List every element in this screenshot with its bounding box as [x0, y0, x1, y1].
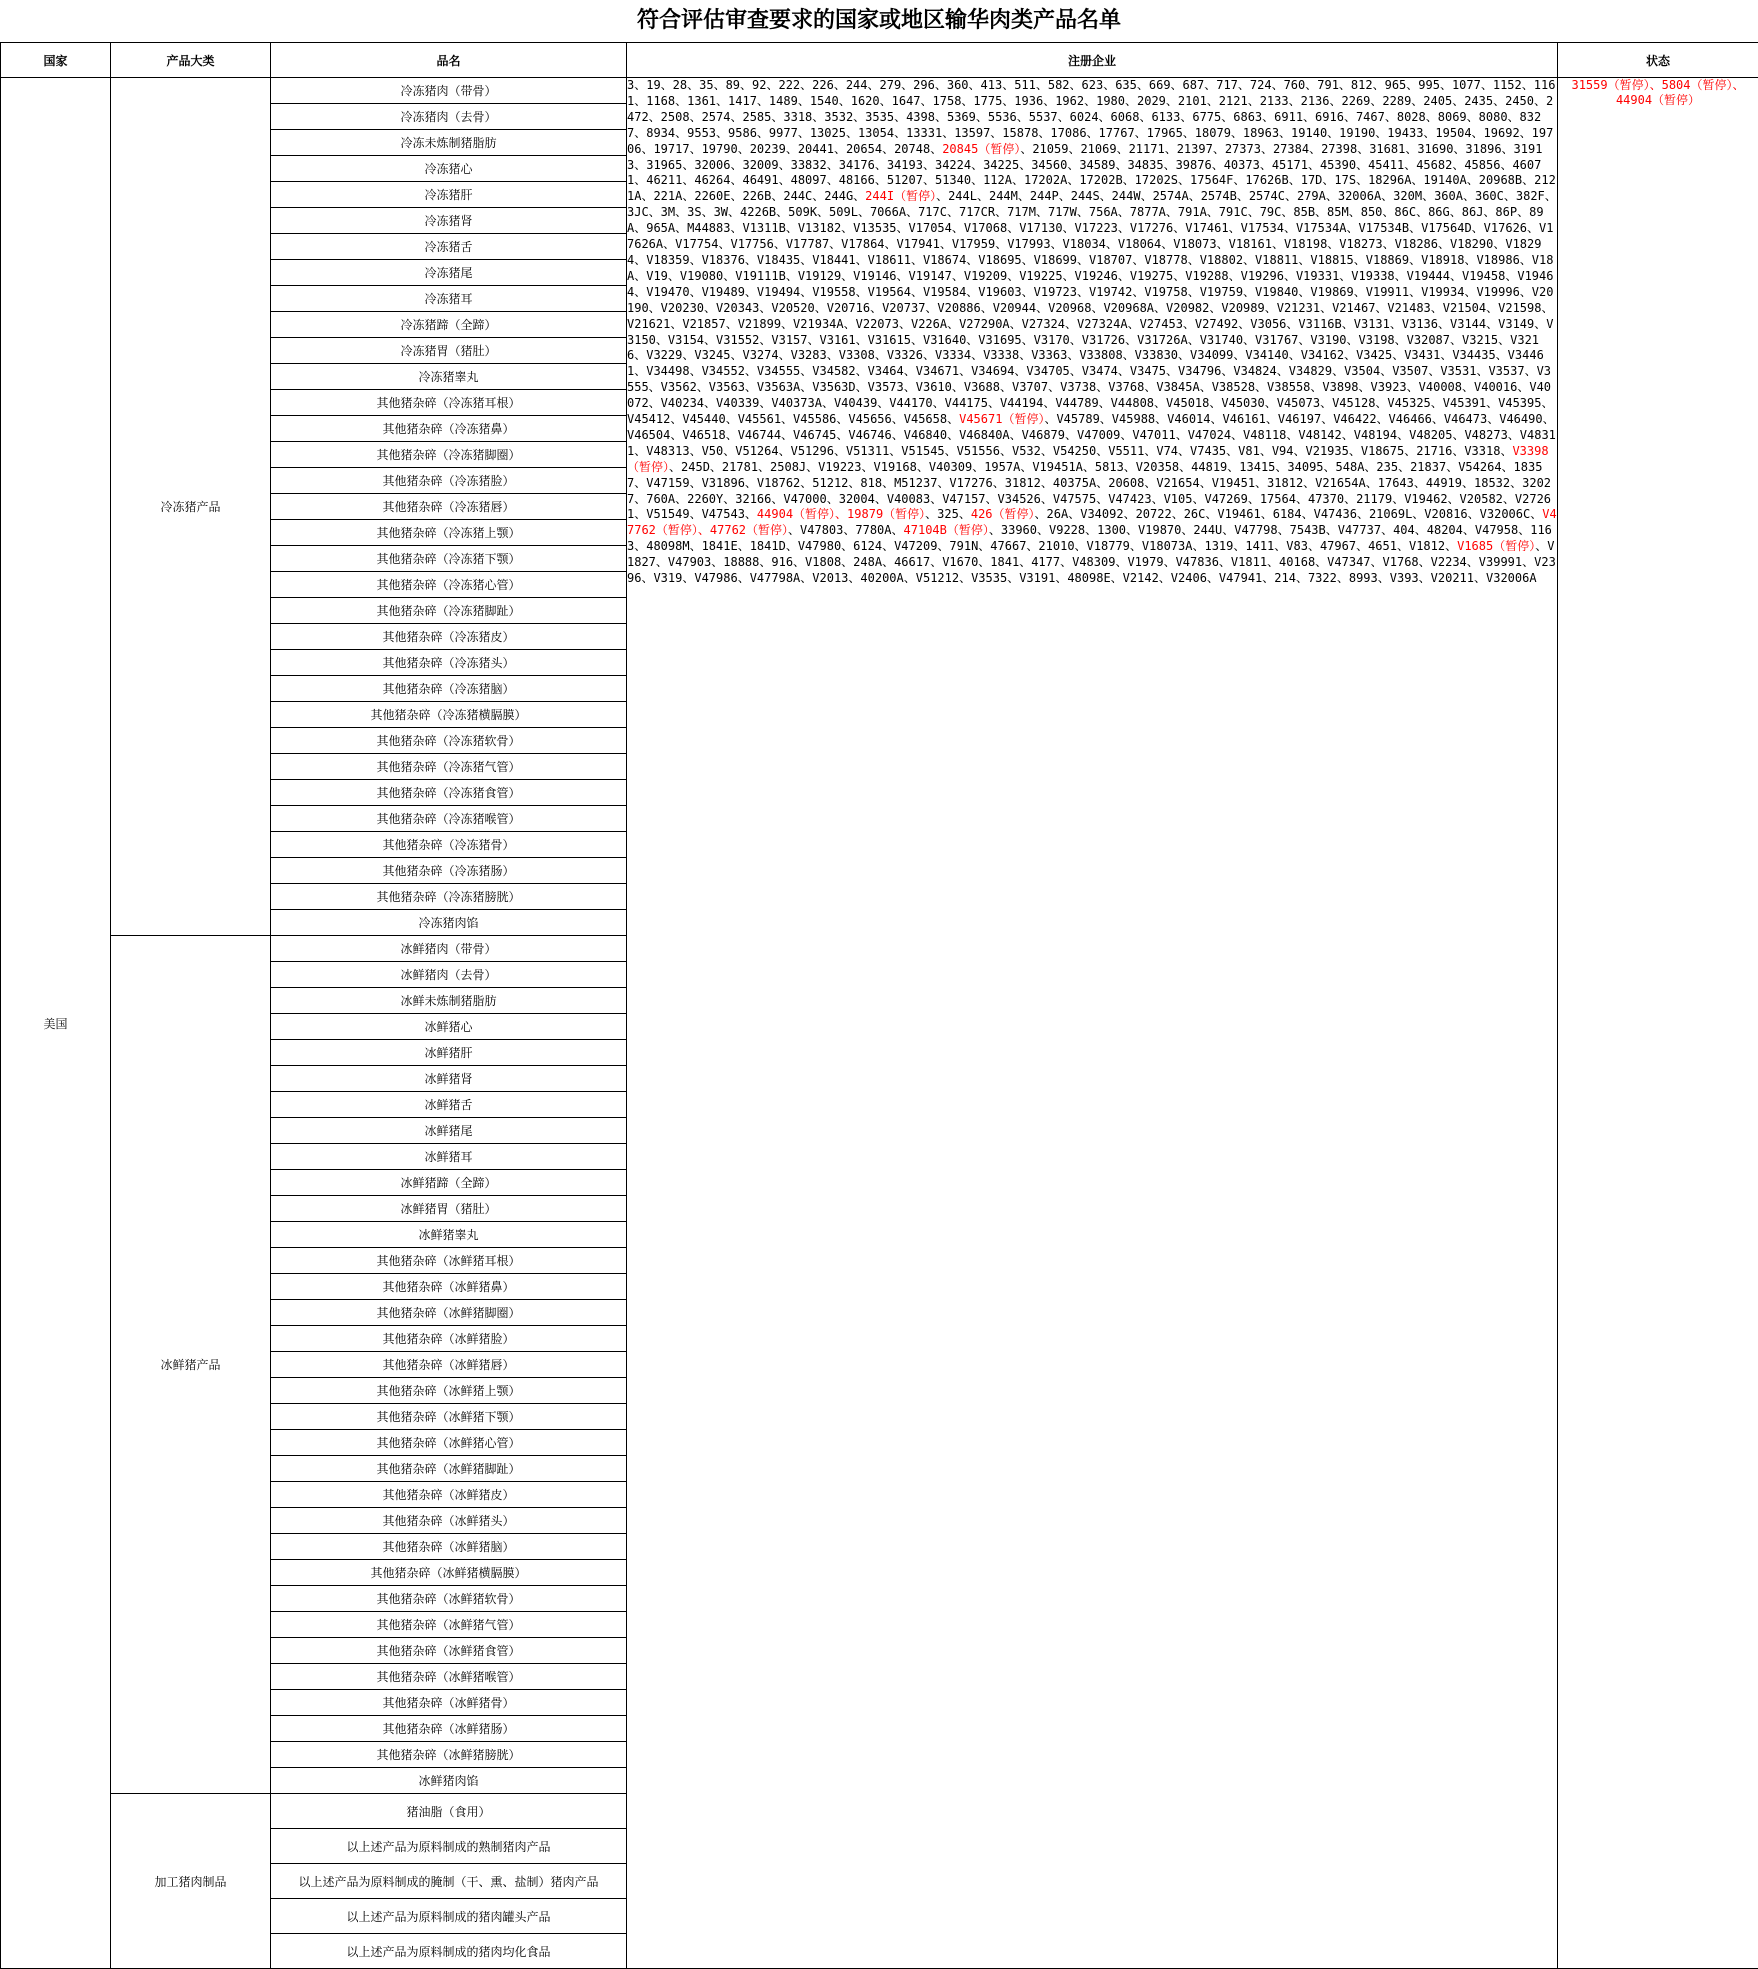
status-cell: 31559（暂停）、5804（暂停）、44904（暂停）	[1558, 78, 1758, 1969]
product-name-cell: 猪油脂（食用）	[271, 1794, 627, 1829]
suspended-company-code: 20845（暂停）	[942, 142, 1020, 156]
product-name-cell: 其他猪杂碎（冷冻猪唇）	[271, 494, 627, 520]
product-name-cell: 其他猪杂碎（冷冻猪横膈膜）	[271, 702, 627, 728]
company-codes: 、26A、V34092、20722、26C、V19461、6184、V47436、21069L、V20816、V32006C、	[1035, 507, 1543, 521]
product-name-cell: 其他猪杂碎（冰鲜猪脸）	[271, 1326, 627, 1352]
company-codes: 、21059、21069、21171、21397、27373、27384、27398、31681、31690、31896、31913、31965、32006、32009、33832、34176、34193、34224、34225、34560、34589、34835、39876、40373、45171、45390、45411、45682、45856、46071、46211、46264、46491、48097、48166、51207、51340、112A、17202A、17202B、17202S、17564F、17626B、17D、17S、18296A、19140A、20968B、2121A、221A、2260E、226B、244C、244G、	[627, 142, 1556, 204]
product-name-cell: 其他猪杂碎（冰鲜猪下颚）	[271, 1404, 627, 1430]
product-name-cell: 冷冻猪胃（猪肚）	[271, 338, 627, 364]
product-name-cell: 冰鲜猪心	[271, 1014, 627, 1040]
meat-product-table	[0, 42, 1758, 1969]
product-name-cell: 其他猪杂碎（冰鲜猪脚圈）	[271, 1300, 627, 1326]
header-product: 品名	[271, 43, 627, 78]
product-name-cell: 其他猪杂碎（冷冻猪脚趾）	[271, 598, 627, 624]
product-name-cell: 冰鲜猪肾	[271, 1066, 627, 1092]
product-name-cell: 冷冻猪心	[271, 156, 627, 182]
product-name-cell: 其他猪杂碎（冰鲜猪膀胱）	[271, 1742, 627, 1768]
product-name-cell: 冷冻猪舌	[271, 234, 627, 260]
suspended-company-code: 244I（暂停）	[865, 189, 936, 203]
product-name-cell: 其他猪杂碎（冷冻猪上颚）	[271, 520, 627, 546]
suspended-company-code: V45671（暂停）	[959, 412, 1044, 426]
product-name-cell: 冰鲜未炼制猪脂肪	[271, 988, 627, 1014]
product-name-cell: 其他猪杂碎（冰鲜猪脚趾）	[271, 1456, 627, 1482]
header-category: 产品大类	[111, 43, 271, 78]
product-name-cell: 其他猪杂碎（冰鲜猪软骨）	[271, 1586, 627, 1612]
registered-companies-cell	[627, 78, 1558, 1969]
product-name-cell: 冷冻猪耳	[271, 286, 627, 312]
product-name-cell: 其他猪杂碎（冰鲜猪头）	[271, 1508, 627, 1534]
suspended-company-code: V3398（暂停）	[627, 444, 1549, 474]
suspended-company-code: 47104B（暂停）	[904, 523, 989, 537]
product-name-cell: 冰鲜猪蹄（全蹄）	[271, 1170, 627, 1196]
product-name-cell: 其他猪杂碎（冷冻猪喉管）	[271, 806, 627, 832]
product-name-cell: 其他猪杂碎（冷冻猪软骨）	[271, 728, 627, 754]
header-country: 国家	[1, 43, 111, 78]
product-name-cell: 以上述产品为原料制成的腌制（干、熏、盐制）猪肉产品	[271, 1864, 627, 1899]
product-name-cell: 其他猪杂碎（冰鲜猪上颚）	[271, 1378, 627, 1404]
header-status: 状态	[1558, 43, 1758, 78]
category-cell: 冰鲜猪产品	[111, 936, 271, 1794]
company-codes: 3、19、28、35、89、92、222、226、244、279、296、360、413、511、582、623、635、669、687、717、724、760、791、812、965、995、1077、1152、1161、1168、1361、1417、1489、1540、1620、1647、1758、1775、1936、1962、1980、2029、2101、2121、2133、2136、2269、2289、2405、2435、2450、2472、2508、2574、2585、3318、3532、3535、4398、5369、5536、5537、6024、6068、6133、6775、6863、6911、6916、7467、8028、8069、8080、8327、8934、9553、9586、9977、13025、13054、13331、13597、15878、17086、17767、17965、18079、18963、19140、19190、19433、19504、19692、19706、19717、19790、20239、20441、20654、20748、	[627, 78, 1555, 156]
product-name-cell: 其他猪杂碎（冷冻猪食管）	[271, 780, 627, 806]
product-name-cell: 其他猪杂碎（冷冻猪下颚）	[271, 546, 627, 572]
product-name-cell: 其他猪杂碎（冰鲜猪心管）	[271, 1430, 627, 1456]
suspended-company-code: 426（暂停）	[971, 507, 1035, 521]
product-name-cell: 冰鲜猪睾丸	[271, 1222, 627, 1248]
product-name-cell: 冰鲜猪耳	[271, 1144, 627, 1170]
product-name-cell: 其他猪杂碎（冰鲜猪食管）	[271, 1638, 627, 1664]
product-name-cell: 冷冻猪肉（去骨）	[271, 104, 627, 130]
suspended-company-code: V47762（暂停）、47762（暂停）	[627, 507, 1557, 537]
product-name-cell: 其他猪杂碎（冷冻猪气管）	[271, 754, 627, 780]
product-name-cell: 冷冻猪肝	[271, 182, 627, 208]
product-name-cell: 其他猪杂碎（冷冻猪鼻）	[271, 416, 627, 442]
product-name-cell: 其他猪杂碎（冰鲜猪皮）	[271, 1482, 627, 1508]
product-name-cell: 其他猪杂碎（冷冻猪皮）	[271, 624, 627, 650]
product-name-cell: 其他猪杂碎（冷冻猪脚圈）	[271, 442, 627, 468]
table-body	[1, 78, 1758, 1969]
product-name-cell: 其他猪杂碎（冷冻猪心管）	[271, 572, 627, 598]
product-name-cell: 其他猪杂碎（冷冻猪脸）	[271, 468, 627, 494]
company-codes: 、325、	[925, 507, 971, 521]
product-name-cell: 以上述产品为原料制成的猪肉罐头产品	[271, 1899, 627, 1934]
product-name-cell: 其他猪杂碎（冰鲜猪鼻）	[271, 1274, 627, 1300]
product-name-cell: 其他猪杂碎（冷冻猪脑）	[271, 676, 627, 702]
company-codes: 、V1827、V47903、18888、916、V1808、248A、46617、V1670、1841、4177、V48309、V1979、V47836、V1811、40168、V47347、V1768、V2234、V39991、V2396、V319、V47986、V47798A、V2013、40200A、V51212、V3535、V3191、48098E、V2142、V2406、V47941、214、7322、8993、V393、V20211、V32006A	[627, 539, 1556, 585]
product-name-cell: 其他猪杂碎（冰鲜猪横膈膜）	[271, 1560, 627, 1586]
product-name-cell: 其他猪杂碎（冷冻猪头）	[271, 650, 627, 676]
product-name-cell: 以上述产品为原料制成的熟制猪肉产品	[271, 1829, 627, 1864]
company-codes: 、244L、244M、244P、244S、244W、2574A、2574B、2574C、279A、32006A、320M、360A、360C、382F、3JC、3M、3S、3W、4226B、509K、509L、7066A、717C、717CR、717M、717W、756A、7877A、791A、791C、79C、85B、85M、850、86C、86G、86J、86P、89A、965A、M44883、V1311B、V13182、V13535、V17054、V17068、V17130、V17223、V17276、V17461、V17534、V17534A、V17534B、V17564D、V17626、V17626A、V17754、V17756、V17787、V17864、V17941、V17959、V17993、V18034、V18064、V18073、V18161、V18198、V18273、V18286、V18290、V18294、V18359、V18376、V18435、V18441、V18611、V18674、V18695、V18699、V18707、V18778、V18802、V18811、V18815、V18869、V18918、V18986、V18A、V19、V19080、V19111B、V19129、V19146、V19147、V19209、V19225、V19246、V19275、V19288、V19296、V19331、V19338、V19444、V19458、V19464、V19470、V19489、V19494、V19558、V19564、V19584、V19603、V19723、V19742、V19758、V19759、V19840、V19869、V19911、V19934、V19996、V20190、V20230、V20343、V20520、V20716、V20737、V20886、V20944、V20968、V20968A、V20982、V20989、V21231、V21467、V21483、V21504、V21598、V21621、V21857、V21899、V21934A、V22073、V226A、V27290A、V27324、V27324A、V27453、V27492、V3056、V3116B、V3131、V3136、V3144、V3149、V3150、V3154、V31552、V3157、V3161、V31615、V31640、V31695、V3170、V31726、V31726A、V31740、V31767、V3190、V3198、V32087、V3215、V3216、V3229、V3245、V3274、V3283、V3308、V3326、V3334、V3338、V3363、V33808、V33830、V34099、V34140、V34162、V3425、V3431、V34435、V34461、V34498、V34552、V34555、V34582、V3464、V34671、V34694、V34705、V3474、V3475、V34796、V34824、V34829、V3504、V3507、V3531、V3537、V3555、V3562、V3563、V3563A、V3563D、V3573、V3610、V3688、V3707、V3738、V3768、V3845A、V38528、V38558、V3898、V3923、V40008、V40016、V40072、V40234、V40339、V40373A、V40439、V44170、V44175、V44194、V44789、V44808、V45018、V45030、V45073、V45128、V45325、V45391、V45395、V45412、V45440、V45561、V45586、V45656、V45658、	[627, 189, 1557, 426]
country-cell: 美国	[1, 78, 111, 1969]
product-name-cell: 冰鲜猪肉馅	[271, 1768, 627, 1794]
product-name-cell: 其他猪杂碎（冷冻猪肠）	[271, 858, 627, 884]
company-codes: 、245D、21781、2508J、V19223、V19168、V40309、1957A、V19451A、5813、V20358、44819、13415、34095、548A、235、21837、V54264、18357、V47159、V31896、V18762、51212、818、M51237、V17276、31812、40375A、20608、V21654、V19451、31812、V21654A、17643、44919、18532、32027、760A、2260Y、32166、V47000、32004、V40083、V47157、V34526、V47575、V47423、V105、V47269、17564、47370、21179、V19462、V20582、V27261、V51549、V47543、	[627, 460, 1551, 522]
product-name-cell: 其他猪杂碎（冰鲜猪喉管）	[271, 1664, 627, 1690]
category-cell: 冷冻猪产品	[111, 78, 271, 936]
product-name-cell: 以上述产品为原料制成的猪肉均化食品	[271, 1934, 627, 1969]
header-companies: 注册企业	[627, 43, 1558, 78]
company-codes: 、V47803、7780A、	[788, 523, 903, 537]
product-name-cell: 冰鲜猪肉（去骨）	[271, 962, 627, 988]
product-name-cell: 其他猪杂碎（冰鲜猪气管）	[271, 1612, 627, 1638]
product-name-cell: 冰鲜猪舌	[271, 1092, 627, 1118]
product-name-cell: 其他猪杂碎（冰鲜猪骨）	[271, 1690, 627, 1716]
product-name-cell: 冰鲜猪肉（带骨）	[271, 936, 627, 962]
category-cell: 加工猪肉制品	[111, 1794, 271, 1969]
product-name-cell: 冷冻未炼制猪脂肪	[271, 130, 627, 156]
product-name-cell: 其他猪杂碎（冰鲜猪唇）	[271, 1352, 627, 1378]
product-name-cell: 其他猪杂碎（冰鲜猪耳根）	[271, 1248, 627, 1274]
product-name-cell: 其他猪杂碎（冷冻猪骨）	[271, 832, 627, 858]
company-codes: 、V45789、V45988、V46014、V46161、V46197、V46422、V46466、V46473、V46490、V46504、V46518、V46744、V46745、V46746、V46840、V46840A、V46879、V47009、V47011、V47024、V48118、V48142、V48194、V48205、V48273、V48311、V48313、V50、V51264、V51296、V51311、V51545、V51556、V532、V54250、V5511、V74、V7435、V81、V94、V21935、V18675、21716、V3318、	[627, 412, 1556, 458]
suspended-company-code: V1685（暂停）	[1457, 539, 1535, 553]
product-name-cell: 冰鲜猪胃（猪肚）	[271, 1196, 627, 1222]
product-name-cell: 冷冻猪肉馅	[271, 910, 627, 936]
product-name-cell: 冷冻猪肉（带骨）	[271, 78, 627, 104]
sheet-title: 符合评估审查要求的国家或地区输华肉类产品名单	[0, 0, 1758, 42]
product-name-cell: 冷冻猪肾	[271, 208, 627, 234]
header-row	[1, 43, 1758, 78]
product-name-cell: 其他猪杂碎（冰鲜猪脑）	[271, 1534, 627, 1560]
product-name-cell: 冷冻猪尾	[271, 260, 627, 286]
product-name-cell: 冷冻猪睾丸	[271, 364, 627, 390]
product-name-cell: 冷冻猪蹄（全蹄）	[271, 312, 627, 338]
product-name-cell: 冰鲜猪尾	[271, 1118, 627, 1144]
suspended-company-code: 44904（暂停）、19879（暂停）	[757, 507, 925, 521]
table-row	[1, 78, 1758, 104]
product-name-cell: 其他猪杂碎（冰鲜猪肠）	[271, 1716, 627, 1742]
company-codes: 、33960、V9228、1300、V19870、244U、V47798、7543B、V47737、404、48204、V47958、1163、48098M、1841E、1841D、V47980、6124、V47209、791N、47667、21010、V18779、V18073A、1319、1411、V83、47967、4651、V1812、	[627, 523, 1552, 553]
product-name-cell: 冰鲜猪肝	[271, 1040, 627, 1066]
product-name-cell: 其他猪杂碎（冷冻猪膀胱）	[271, 884, 627, 910]
product-name-cell: 其他猪杂碎（冷冻猪耳根）	[271, 390, 627, 416]
